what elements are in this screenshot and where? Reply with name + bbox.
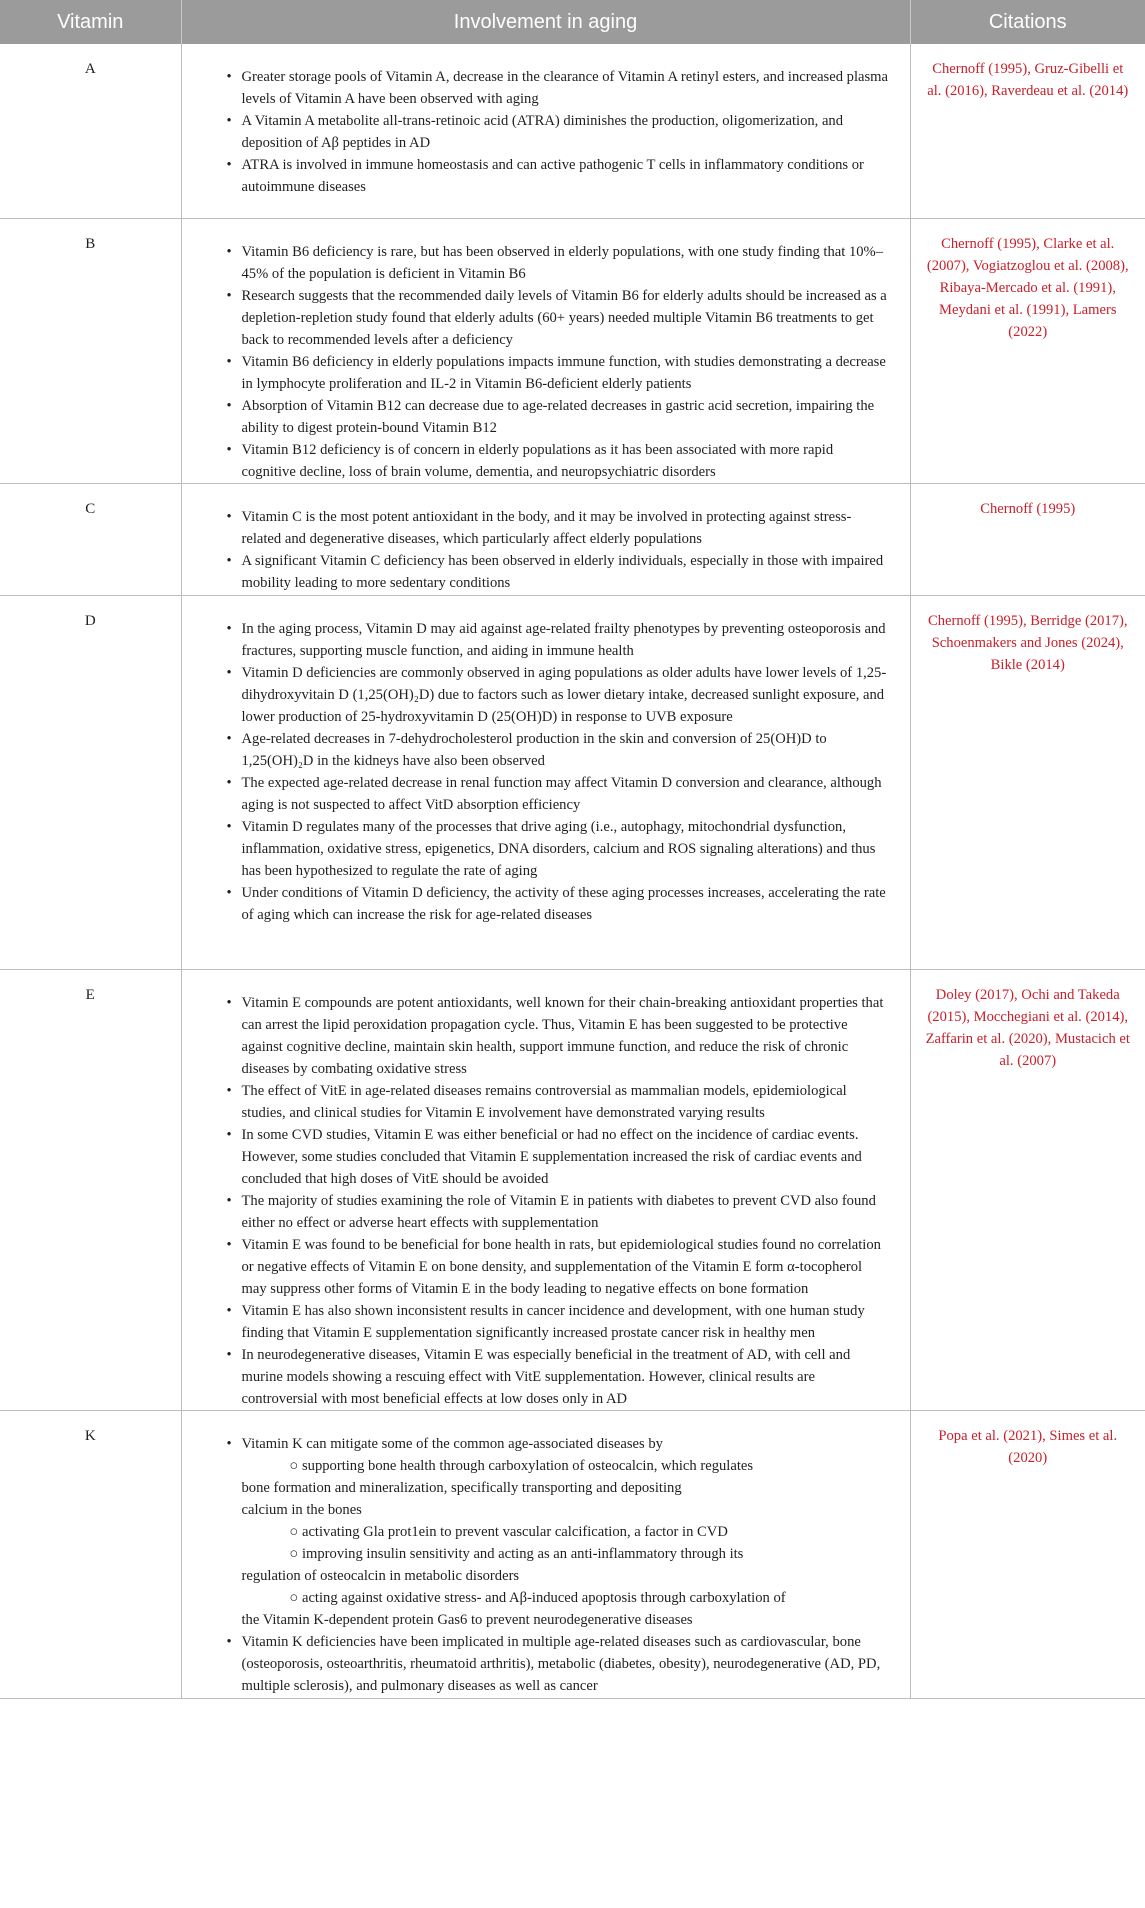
table-row xyxy=(0,1410,1145,1698)
table-row xyxy=(0,483,1145,595)
list-item: • Research suggests that the recommended daily levels of Vitamin B6 for elderly adults should be increased as a depletion-repletion study found that elderly adults (60+ years) needed multiple Vitamin B6 treatments to get back to recommended levels after a deficiency xyxy=(242,285,890,351)
sub-line: regulation of osteocalcin in metabolic disorders xyxy=(241,1567,520,1584)
list-item: • Vitamin K deficiencies have been implicated in multiple age-related diseases such as cardiovascular, bone (osteoporosis, osteoarthritis, rheumatoid arthritis), metabolic (diabetes, obesity), neurodegenerative (AD, PD, multiple sclerosis), and pulmonary diseases as well as cancer xyxy=(242,1631,890,1697)
list-item: • Vitamin D deficiencies are commonly observed in aging populations as older adults have lower levels of 1,25-dihydroxyvitain D (1,25(OH)₂D) due to factors such as lower dietary intake, decreased sunlight exposure, and lower production of 25-hydroxyvitamin D (25(OH)D) in response to UVB exposure xyxy=(242,662,890,728)
list-item: • ATRA is involved in immune homeostasis and can active pathogenic T cells in inflammatory conditions or autoimmune diseases xyxy=(242,154,890,198)
header-vitamin: Vitamin xyxy=(0,0,181,44)
sub-list-item xyxy=(242,1543,890,1587)
list-item: • Vitamin B12 deficiency is of concern in elderly populations as it has been associated with more rapid cognitive decline, loss of brain volume, dementia, and neuropsychiatric disorders xyxy=(242,439,890,483)
citations-cell: Chernoff (1995) xyxy=(910,483,1145,595)
involvement-cell xyxy=(181,1410,910,1698)
list-item: • The effect of VitE in age-related diseases remains controversial as mammalian models, epidemiological studies, and clinical studies for Vitamin E involvement have demonstrated varying results xyxy=(242,1080,890,1124)
list-item: • Under conditions of Vitamin D deficiency, the activity of these aging processes increases, accelerating the rate of aging which can increase the risk for age-related diseases xyxy=(242,882,890,926)
list-item: • In the aging process, Vitamin D may aid against age-related frailty phenotypes by preventing osteoporosis and fractures, supporting muscle function, and aiding in immune health xyxy=(242,618,890,662)
vitamin-cell: A xyxy=(0,44,181,218)
sub-line: the Vitamin K-dependent protein Gas6 to prevent neurodegenerative diseases xyxy=(241,1611,693,1628)
citations-cell: Chernoff (1995), Clarke et al. (2007), Vogiatzoglou et al. (2008), Ribaya-Mercado et al. (1991), Meydani et al. (1991), Lamers (2022) xyxy=(910,218,1145,483)
list-item: • Vitamin C is the most potent antioxidant in the body, and it may be involved in protecting against stress-related and degenerative diseases, which particularly affect elderly populations xyxy=(242,506,890,550)
list-item: • Vitamin E was found to be beneficial for bone health in rats, but epidemiological studies found no correlation or negative effects of Vitamin E on bone density, and supplementation of the Vitamin E form α-tocopherol may suppress other forms of Vitamin E in the body leading to negative effects on bone formation xyxy=(242,1234,890,1300)
involvement-cell xyxy=(181,595,910,969)
list-item: • Vitamin E has also shown inconsistent results in cancer incidence and development, with one human study finding that Vitamin E supplementation significantly increased prostate cancer risk in healthy men xyxy=(242,1300,890,1344)
table-row xyxy=(0,44,1145,218)
involvement-cell xyxy=(181,483,910,595)
citations-cell: Popa et al. (2021), Simes et al. (2020) xyxy=(910,1410,1145,1698)
list-item: • Vitamin D regulates many of the processes that drive aging (i.e., autophagy, mitochondrial dysfunction, inflammation, oxidative stress, epigenetics, DNA disorders, calcium and ROS signaling alterations) and thus has been hypothesized to regulate the rate of aging xyxy=(242,816,890,882)
header-row xyxy=(0,0,1145,44)
list-item: • Absorption of Vitamin B12 can decrease due to age-related decreases in gastric acid secretion, impairing the ability to digest protein-bound Vitamin B12 xyxy=(242,395,890,439)
vitamin-cell: K xyxy=(0,1410,181,1698)
list-item-text: • Vitamin K can mitigate some of the common age-associated diseases by xyxy=(241,1435,663,1452)
vitamin-cell: E xyxy=(0,969,181,1410)
list-item: • A significant Vitamin C deficiency has been observed in elderly individuals, especially in those with impaired mobility leading to more sedentary conditions xyxy=(242,550,890,594)
citations-cell: Doley (2017), Ochi and Takeda (2015), Mocchegiani et al. (2014), Zaffarin et al. (2020), Mustacich et al. (2007) xyxy=(910,969,1145,1410)
list-item: • Greater storage pools of Vitamin A, decrease in the clearance of Vitamin A retinyl esters, and increased plasma levels of Vitamin A have been observed with aging xyxy=(242,66,890,110)
sub-list-item xyxy=(242,1587,890,1631)
sub-line: bone formation and mineralization, specifically transporting and depositing xyxy=(241,1479,682,1496)
citations-cell: Chernoff (1995), Berridge (2017), Schoenmakers and Jones (2024), Bikle (2014) xyxy=(910,595,1145,969)
involvement-cell xyxy=(181,44,910,218)
header-involvement: Involvement in aging xyxy=(181,0,910,44)
list-item xyxy=(242,1433,890,1631)
sub-line: calcium in the bones xyxy=(241,1501,362,1518)
sub-line: ○ acting against oxidative stress- and Aβ-induced apoptosis through carboxylation of xyxy=(289,1589,786,1606)
vitamin-cell: D xyxy=(0,595,181,969)
list-item: • In neurodegenerative diseases, Vitamin E was especially beneficial in the treatment of AD, with cell and murine models showing a rescuing effect with VitE supplementation. However, clinical results are controversial with most beneficial effects at low doses only in AD xyxy=(242,1344,890,1410)
vitamin-cell: C xyxy=(0,483,181,595)
citations-cell: Chernoff (1995), Gruz-Gibelli et al. (2016), Raverdeau et al. (2014) xyxy=(910,44,1145,218)
sub-line: ○ improving insulin sensitivity and acting as an anti-inflammatory through its xyxy=(289,1545,744,1562)
list-item: • Age-related decreases in 7-dehydrocholesterol production in the skin and conversion of 25(OH)D to 1,25(OH)₂D in the kidneys have also been observed xyxy=(242,728,890,772)
sub-line: ○ activating Gla prot1ein to prevent vascular calcification, a factor in CVD xyxy=(289,1523,728,1540)
list-item: • Vitamin E compounds are potent antioxidants, well known for their chain-breaking antioxidant properties that can arrest the lipid peroxidation propagation cycle. Thus, Vitamin E has been suggested to be protective against cognitive decline, maintain skin health, support immune function, and reduce the risk of chronic diseases by combating oxidative stress xyxy=(242,992,890,1080)
list-item: • Vitamin B6 deficiency in elderly populations impacts immune function, with studies demonstrating a decrease in lymphocyte proliferation and IL-2 in Vitamin B6-deficient elderly patients xyxy=(242,351,890,395)
sub-list-item xyxy=(242,1455,890,1521)
involvement-cell xyxy=(181,969,910,1410)
list-item: • A Vitamin A metabolite all-trans-retinoic acid (ATRA) diminishes the production, oligomerization, and deposition of Aβ peptides in AD xyxy=(242,110,890,154)
sub-list xyxy=(242,1455,890,1631)
list-item: • Vitamin B6 deficiency is rare, but has been observed in elderly populations, with one study finding that 10%–45% of the population is deficient in Vitamin B6 xyxy=(242,241,890,285)
list-item: • The expected age-related decrease in renal function may affect Vitamin D conversion and clearance, although aging is not suspected to affect VitD absorption efficiency xyxy=(242,772,890,816)
involvement-cell xyxy=(181,218,910,483)
table-row xyxy=(0,969,1145,1410)
list-item: • The majority of studies examining the role of Vitamin E in patients with diabetes to prevent CVD also found either no effect or adverse heart effects with supplementation xyxy=(242,1190,890,1234)
table-row xyxy=(0,218,1145,483)
sub-line: ○ supporting bone health through carboxylation of osteocalcin, which regulates xyxy=(289,1457,754,1474)
list-item: • In some CVD studies, Vitamin E was either beneficial or had no effect on the incidence of cardiac events. However, some studies concluded that Vitamin E supplementation increased the risk of cardiac events and concluded that high doses of VitE should be avoided xyxy=(242,1124,890,1190)
vitamin-cell: B xyxy=(0,218,181,483)
sub-list-item xyxy=(242,1521,890,1543)
table-row xyxy=(0,595,1145,969)
header-citations: Citations xyxy=(910,0,1145,44)
